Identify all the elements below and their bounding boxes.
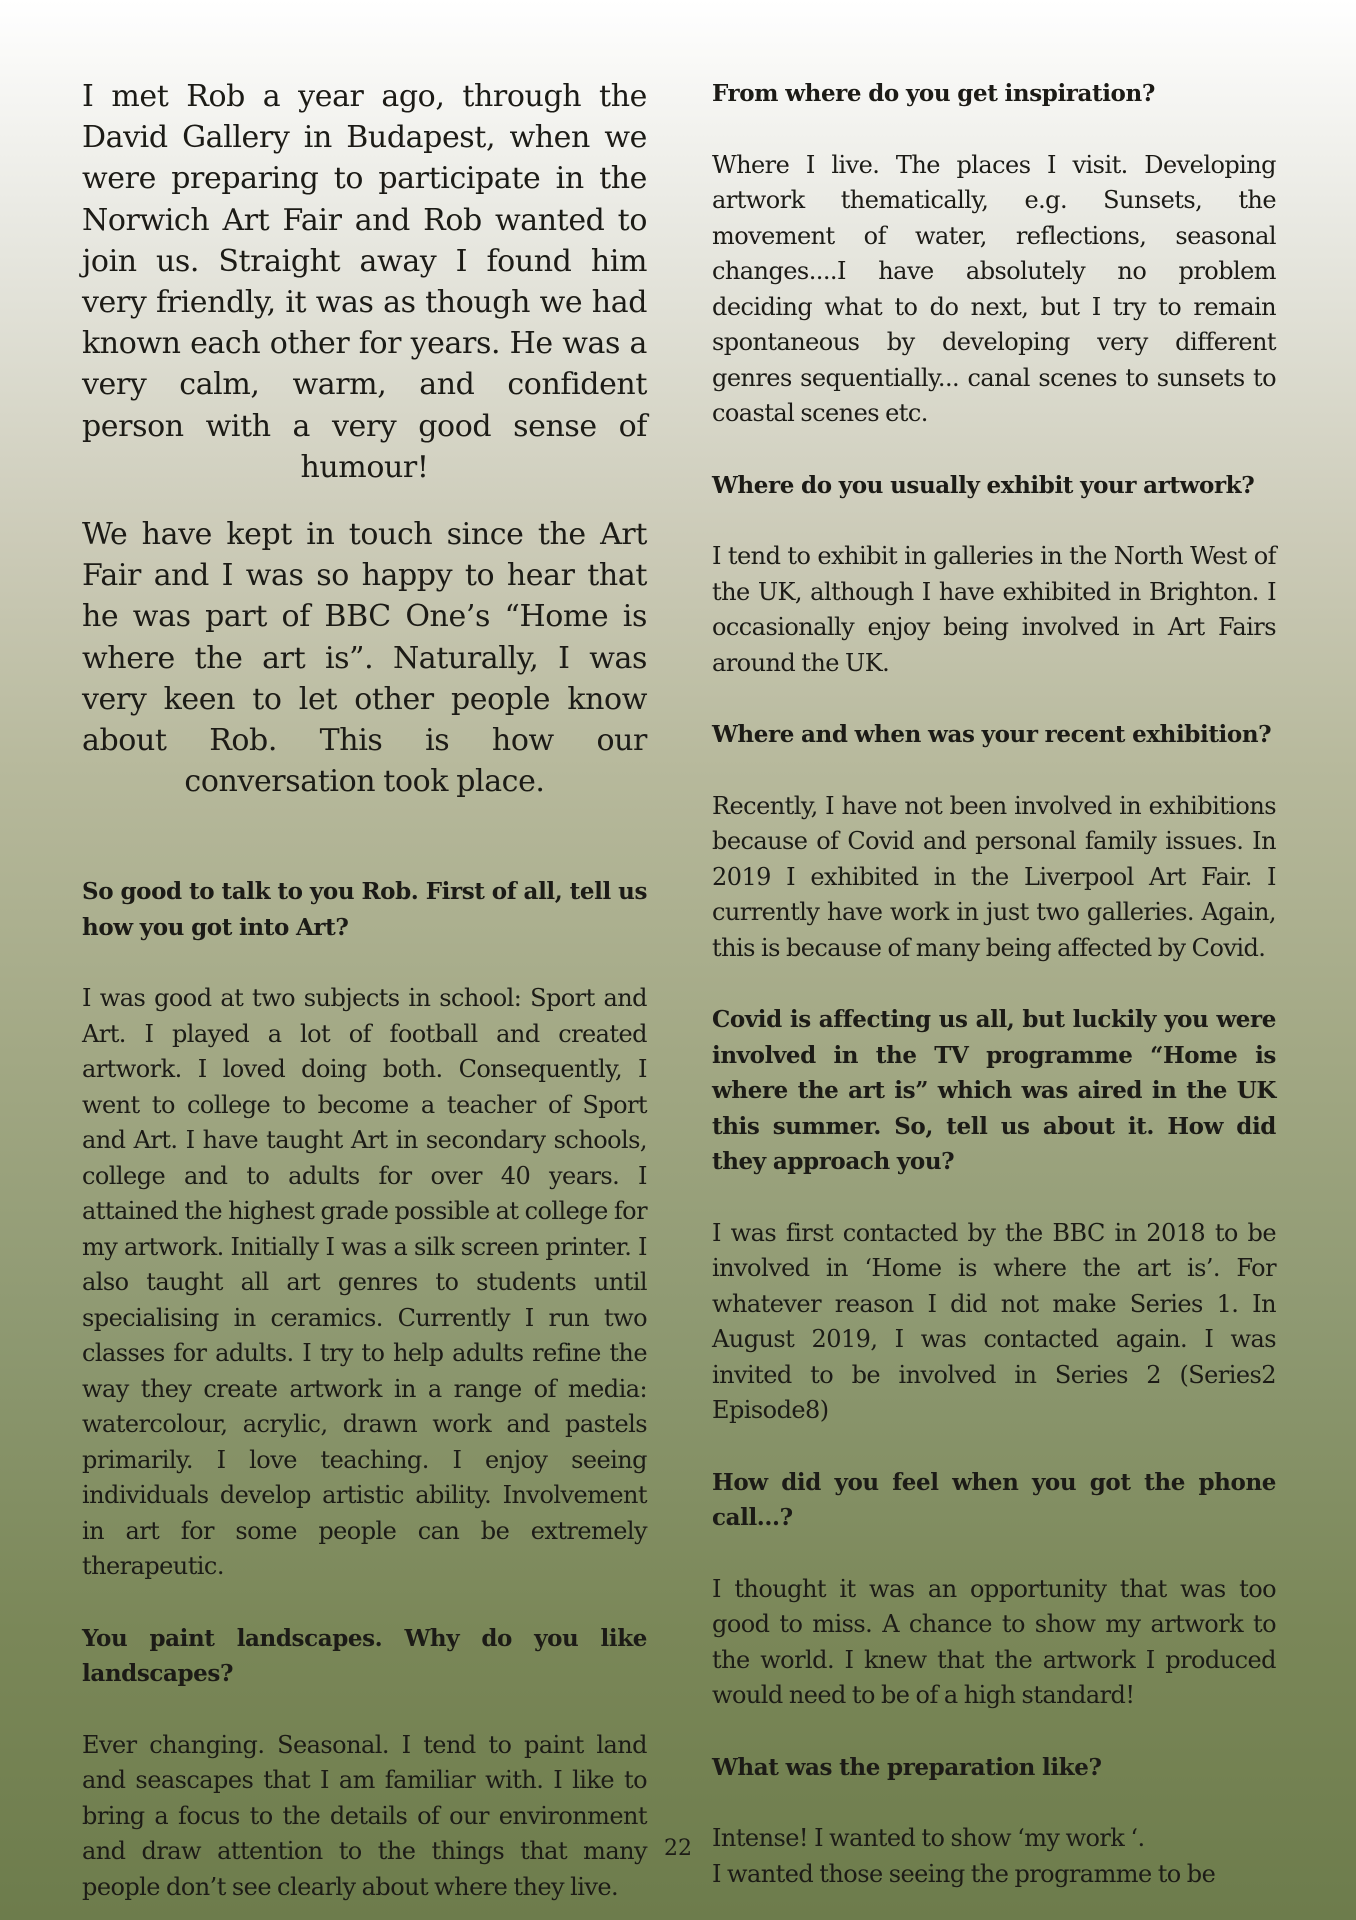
interview-answer: Recently, I have not been involved in exhibitions because of Covid and personal family issues. In 2019 I exhibited in the Liverpool Art Fair. I currently have work in just two galleries. Again, this is because of many being affected by Covid. [712,791,1276,962]
interview-question: How did you feel when you got the phone call...? [712,1468,1276,1531]
interview-answer: I was good at two subjects in school: Sport and Art. I played a lot of football and created artwork. I loved doing both. Consequently, I went to college to become a teacher of Sport and Art. I have taught Art in secondary schools, college and to adults for over 40 years. I attained the highest grade possible at college for my artwork. Initially I was a silk screen printer. I also taught all art genres to students until specialising in ceramics. Currently I run two classes for adults. I try to help adults refine the way they create artwork in a range of media: watercolour, acrylic, drawn work and pastels primarily. I love teaching. I enjoy seeing individuals develop artistic ability. Involvement in art for some people can be extremely therapeutic. [82,984,647,1581]
interview-question: Where do you usually exhibit your artwork? [712,471,1255,499]
interview-question: Where and when was your recent exhibition? [712,721,1272,748]
answer-line: I wanted those seeing the programme to be [712,1859,1216,1888]
interview-question: Covid is affecting us all, but luckily you were involved in the TV programme “Home is where the art is” which was aired in the UK this summer. So, tell us about it. How did they approach you? [712,1006,1276,1175]
answer-line: Intense! I wanted to show ‘my work ‘. [712,1824,1145,1852]
right-column [712,76,1276,1892]
interview-question: From where do you get inspiration? [712,80,1155,107]
interview-question: You paint landscapes. Why do you like landscapes? [82,1624,647,1688]
interview-answer: I was first contacted by the BBC in 2018 to be involved in ‘Home is where the art is’. For whatever reason I did not make Series 1. In August 2019, I was contacted again. I was invited to be involved in Series 2 (Series2 Episode8) [712,1218,1276,1424]
interview-answer: Where I live. The places I visit. Developing artwork thematically, e.g. Sunsets, the movement of water, reflections, seasonal changes....I have absolutely no problem deciding what to do next, but I try to remain spontaneous by developing very different genres sequentially... canal scenes to sunsets to coastal scenes etc. [712,150,1276,427]
left-column [82,76,647,1905]
interview-answer: I tend to exhibit in galleries in the North West of the UK, although I have exhibited in Brighton. I occasionally enjoy being involved in Art Fairs around the UK. [712,542,1276,677]
page-number: 22 [664,1836,692,1861]
interview-question: So good to talk to you Rob. First of all, tell us how you got into Art? [82,878,647,941]
interview-answer: I thought it was an opportunity that was too good to miss. A chance to show my artwork to the world. I knew that the artwork I produced would need to be of a high standard! [712,1574,1276,1709]
intro-paragraph: We have kept in touch since the Art Fair and I was so happy to hear that he was part of BBC One’s “Home is where the art is”. Naturally, I was very keen to let other people know about Rob. This is how our conversation took place. [82,517,647,800]
interview-answer: Ever changing. Seasonal. I tend to paint land and seascapes that I am familiar with. I like to bring a focus to the details of our environment and draw attention to the things that many people don’t see clearly about where they live. [82,1730,647,1901]
interview-question: What was the preparation like? [712,1753,1102,1781]
intro-paragraph: I met Rob a year ago, through the David Gallery in Budapest, when we were preparing to participate in the Norwich Art Fair and Rob wanted to join us. Straight away I found him very friendly, it was as though we had known each other for years. He was a very calm, warm, and confident person with a very good sense of humour! [82,79,647,485]
